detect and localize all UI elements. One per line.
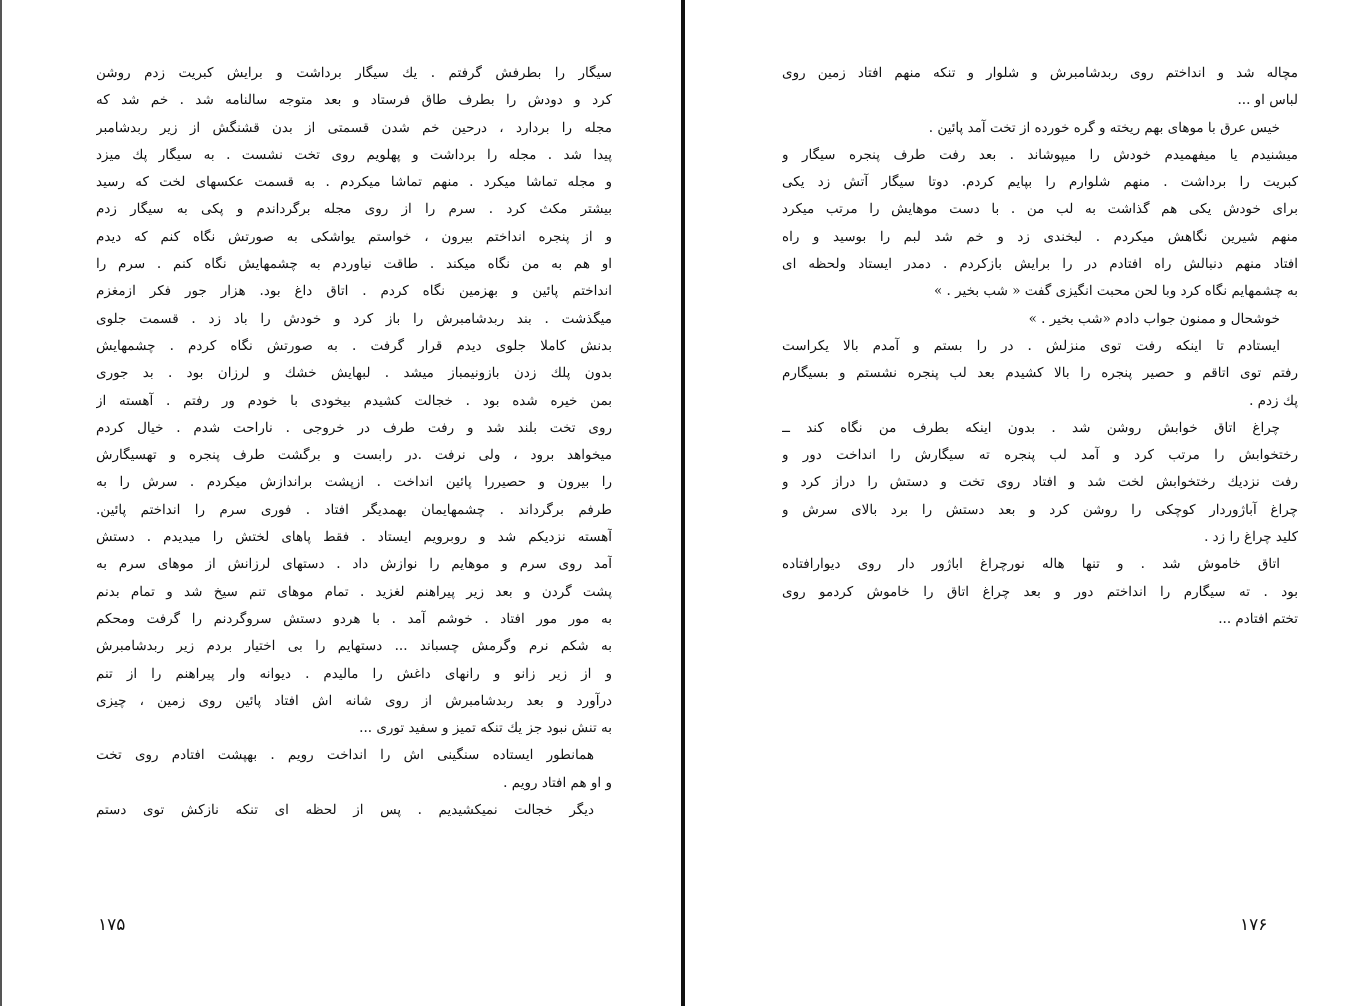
text-line: رختخوابش را مرتب کرد و آمد لب پنجره ته سیگارش را انداخت دور و [782,447,1298,464]
text-line: بیشتر مکث کرد . سرم را از روی مجله برگرداندم و پکی به سیگار زدم [96,201,612,218]
right-page-text [782,60,1298,633]
text-line: و او هم افتاد رویم . [503,774,612,791]
text-line: لباس او ... [1237,92,1298,109]
text-line: سیگار را بطرفش گرفتم . یك سیگار برداشت و برایش کبریت زدم روشن [96,65,612,81]
text-line: ایستادم تا اینکه رفت توی منزلش . در را بستم و آمدم بالا یکراست [782,337,1280,354]
text-line: را بیرون و حصیررا پائین انداخت . ازپشت براندازش میکردم . سرش را به [96,474,612,491]
text-line: پك زدم . [1249,392,1298,409]
text-line: بدنش کاملا جلوی دیدم قرار گرفت . به صورتش نگاه کردم . چشمهایش [96,337,612,354]
text-line: افتاد منهم دنبالش راه افتادم در را برایش بازکردم . دمدر ایستاد ولحظه ای [782,256,1298,273]
right-page-number: ۱۷۶ [1240,915,1268,935]
text-line: به شکم نرم وگرمش چسباند ... دستهایم را بی اختیار بردم زیر ربدشامبرش [96,638,612,655]
text-line: به چشمهایم نگاه کرد وبا لحن محبت انگیزی گفت « شب بخیر . » [933,283,1298,300]
text-line: مچاله شد و انداختم روی ربدشامبرش و شلوار و تنکه منهم افتاد زمین روی [782,65,1298,81]
text-line: آمد روی سرم و موهایم را نوازش داد . دستهای لرزانش از موهای سرم به [96,556,612,573]
text-line: دیگر خجالت نمیکشیدیم . پس از لحظه ای تنکه نازکش توی دستم [96,802,594,819]
text-line: پیدا شد . مجله را برداشت و پهلویم روی تخت نشست . به سیگار پك میزد [96,146,612,163]
text-line: و از پنجره انداختم بیرون ، خواستم یواشکی به صورتش نگاه کنم که دیدم [96,228,612,245]
text-line: بمن خیره شده بود . خجالت کشیدم بیخودی با خودم ور رفتم . آهسته از [96,392,612,409]
text-line: خوشحال و ممنون جواب دادم «شب بخیر . » [1028,310,1280,327]
text-line: بود . ته سیگارم را انداختم دور و بعد چراغ اتاق را خاموش کردمو روی [782,583,1298,600]
text-line: به مور مور افتاد . خوشم آمد . با هردو دستش سروگردنم را گرفت ومحکم [96,610,612,627]
text-line: تختم افتادم ... [1218,610,1298,627]
book-gutter [681,0,685,1006]
text-line: به تنش نبود جز یك تنکه تمیز و سفید توری ... [359,720,612,737]
text-line: کلید چراغ را زد . [1204,529,1298,546]
text-line: و مجله تماشا میکرد . منهم تماشا میکردم . به قسمت عکسهای لخت که رسید [96,174,612,191]
left-page-text [96,60,612,824]
left-page-number: ۱۷۵ [98,915,126,935]
text-line: پشت گردن و بعد زیر پیراهنم لغزید . تمام موهای تنم سیخ شد و تمام بدنم [96,583,612,600]
text-line: رفتم توی اتاقم و حصیر پنجره را بالا کشیدم بعد لب پنجره نشستم و بسیگارم [782,365,1298,382]
text-line: منهم شیرین نگاهش میکردم . لبخندی زد و خم شد لبم را بوسید و راه [782,228,1298,245]
text-line: اتاق خاموش شد . و تنها هاله نورچراغ اباژور دار روی دیوارافتاده [782,556,1280,573]
text-line: برای خودش یکی هم گذاشت به لب من . با دست موهایش را مرتب میکرد [782,201,1298,218]
text-line: کبریت را برداشت . منهم شلوارم را بپایم کردم. دوتا سیگار آتش زد یکی [782,174,1298,191]
text-line: میخواهد برود ، ولی نرفت .در رابست و برگشت طرف پنجره و تهسیگارش [96,447,612,464]
text-line: و از زیر زانو و رانهای داغش را مالیدم . دیوانه وار پیراهنم را از تنم [96,665,612,682]
text-line: درآورد و بعد ربدشامبرش از روی شانه اش افتاد پائین روی زمین ، چیزی [96,692,612,709]
text-line: طرفم برگرداند . چشمهایمان بهمدیگر افتاد . فوری سرم را انداختم پائین. [96,501,612,518]
text-line: آهسته نزدیکم شد و روبرویم ایستاد . فقط پاهای لختش را میدیدم . دستش [96,529,612,546]
text-line: چراغ آباژوردار کوچکی را روشن کرد و بعد دستش را برد بالای سرش و [782,501,1298,518]
text-line: میشنیدم یا میفهمیدم خودش را میپوشاند . بعد رفت طرف پنجره سیگار و [782,146,1298,163]
text-line: او هم به من نگاه میکند . طاقت نیاوردم به چشمهایش نگاه کنم . سرم را [96,256,612,273]
text-line: همانطور ایستاده سنگینی اش را انداخت رویم . بهپشت افتادم روی تخت [96,747,594,764]
text-line: کرد و دودش را بطرف طاق فرستاد و بعد متوجه سالنامه شد . خم شد که [96,92,612,109]
text-line: چراغ اتاق خوابش روشن شد . بدون اینکه بطرف من نگاه کند ــ [782,419,1280,436]
text-line: خیس عرق با موهای بهم ریخته و گره خورده از تخت آمد پائین . [928,119,1280,136]
text-line: مجله را بردارد ، درحین خم شدن قسمتی از بدن قشنگش از زیر ربدشامبر [96,119,612,136]
text-line: انداختم پائین و بهزمین نگاه کردم . اتاق داغ بود. هزار جور فکر ازمغزم [96,283,612,300]
text-line: میگذشت . بند ربدشامبرش را باز کرد و خودش را باد زد . قسمت جلوی [96,310,612,327]
text-line: روی تخت بلند شد و رفت طرف در خروجی . ناراحت شدم . خیال کردم [96,419,612,436]
page-edge [0,0,2,1006]
text-line: رفت نزدیك رختخوابش لخت شد و افتاد روی تخت و دستش را دراز کرد و [782,474,1298,491]
text-line: بدون پلك زدن بازونیمباز میشد . لبهایش خشك و لرزان بود . بد جوری [96,365,612,382]
